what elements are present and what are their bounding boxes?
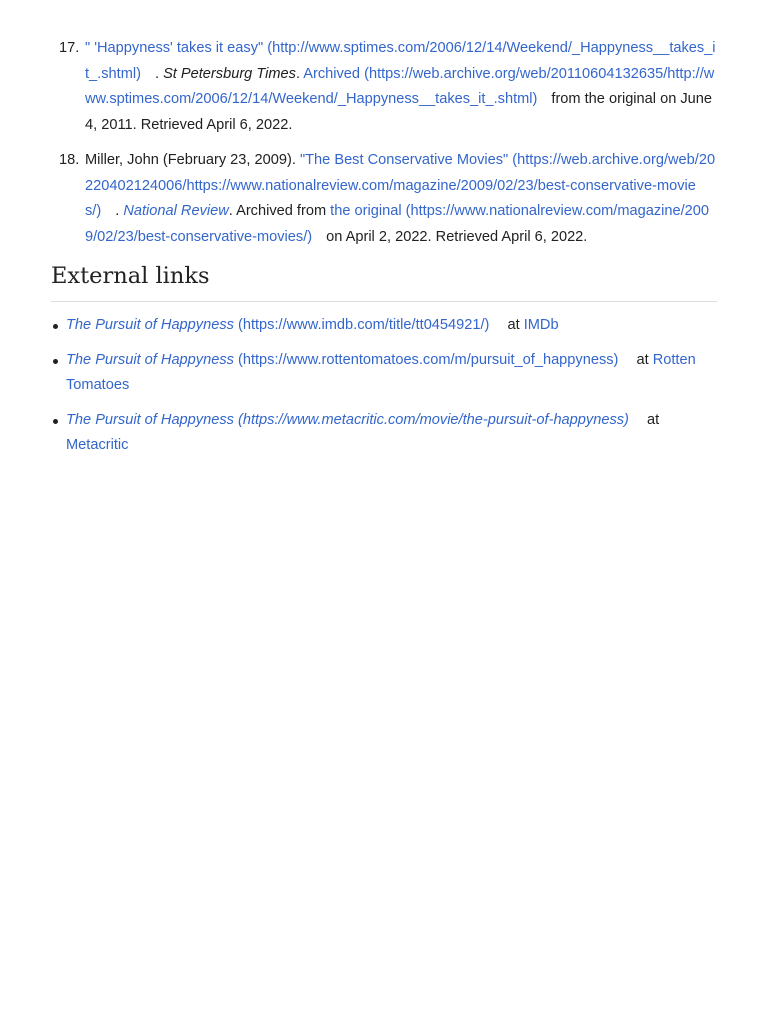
external-link-at: at xyxy=(507,317,520,333)
external-link-url: (https://www.imdb.com/title/tt0454921/) xyxy=(233,317,490,333)
reference-title-link[interactable]: "The Best Conservative Movies" (https://web.archive.org/web/20220402124006/https://www.nationalreview.com/magazine/2009/02/23/best-conservative-movies/) xyxy=(85,152,716,219)
reference-item-17 xyxy=(59,36,717,138)
external-link-title: The Pursuit of Happyness xyxy=(66,351,234,368)
external-link-title: The Pursuit of Happyness xyxy=(66,317,234,333)
reference-separator: . xyxy=(295,65,304,82)
reference-author: Miller, John (February 23, 2009). xyxy=(85,152,300,168)
bullet-icon xyxy=(53,419,58,424)
external-link-at: at xyxy=(636,351,649,368)
external-link-metacritic[interactable] xyxy=(66,412,643,428)
external-links-heading: External links xyxy=(51,260,717,302)
external-link-item-imdb xyxy=(66,313,717,339)
external-link-item-rotten-tomatoes xyxy=(66,348,717,399)
reference-archived-from: . Archived from xyxy=(228,203,331,219)
reference-original-link[interactable]: the original (https://www.nationalreview.com/magazine/2009/02/23/best-conservative-movies/) xyxy=(85,203,709,245)
reference-number: 18. xyxy=(59,152,80,168)
external-links-list xyxy=(51,313,717,459)
reference-archive-link[interactable]: Archived (https://web.archive.org/web/20110604132635/http://www.sptimes.com/2006/12/14/Weekend/_Happyness__takes_it_.shtml) xyxy=(85,65,715,107)
reference-item-18 xyxy=(59,148,717,250)
external-link-item-metacritic xyxy=(66,408,717,459)
external-link-site-imdb[interactable]: IMDb xyxy=(523,317,559,333)
external-link-url: (https://www.rottentomatoes.com/m/pursuit_of_happyness) xyxy=(233,351,619,368)
reference-work: St Petersburg Times xyxy=(163,65,296,82)
reference-separator: . xyxy=(154,65,164,82)
references-list xyxy=(51,36,717,250)
external-link-rotten-tomatoes[interactable] xyxy=(66,352,632,368)
reference-tail: on April 2, 2022. Retrieved April 6, 2022. xyxy=(326,228,588,245)
reference-title-link[interactable]: " 'Happyness' takes it easy" (http://www.sptimes.com/2006/12/14/Weekend/_Happyness__takes_it_.shtml) xyxy=(85,40,716,82)
external-link-at: at xyxy=(646,411,660,428)
reference-separator: . xyxy=(115,203,124,219)
reference-tail: from the original on June 4, 2011. Retrieved April 6, 2022. xyxy=(85,91,713,133)
external-link-url: (https://www.metacritic.com/movie/the-pursuit-of-happyness) xyxy=(233,411,629,428)
reference-work-link[interactable]: National Review xyxy=(123,203,229,219)
reference-number: 17. xyxy=(59,40,80,56)
external-link-site-rotten-tomatoes[interactable]: Rotten Tomatoes xyxy=(66,351,696,393)
bullet-icon xyxy=(53,359,58,364)
external-link-title: The Pursuit of Happyness xyxy=(66,411,234,428)
external-link-imdb[interactable] xyxy=(66,317,503,333)
bullet-icon xyxy=(53,324,58,329)
external-link-site-metacritic[interactable]: Metacritic xyxy=(66,437,129,453)
